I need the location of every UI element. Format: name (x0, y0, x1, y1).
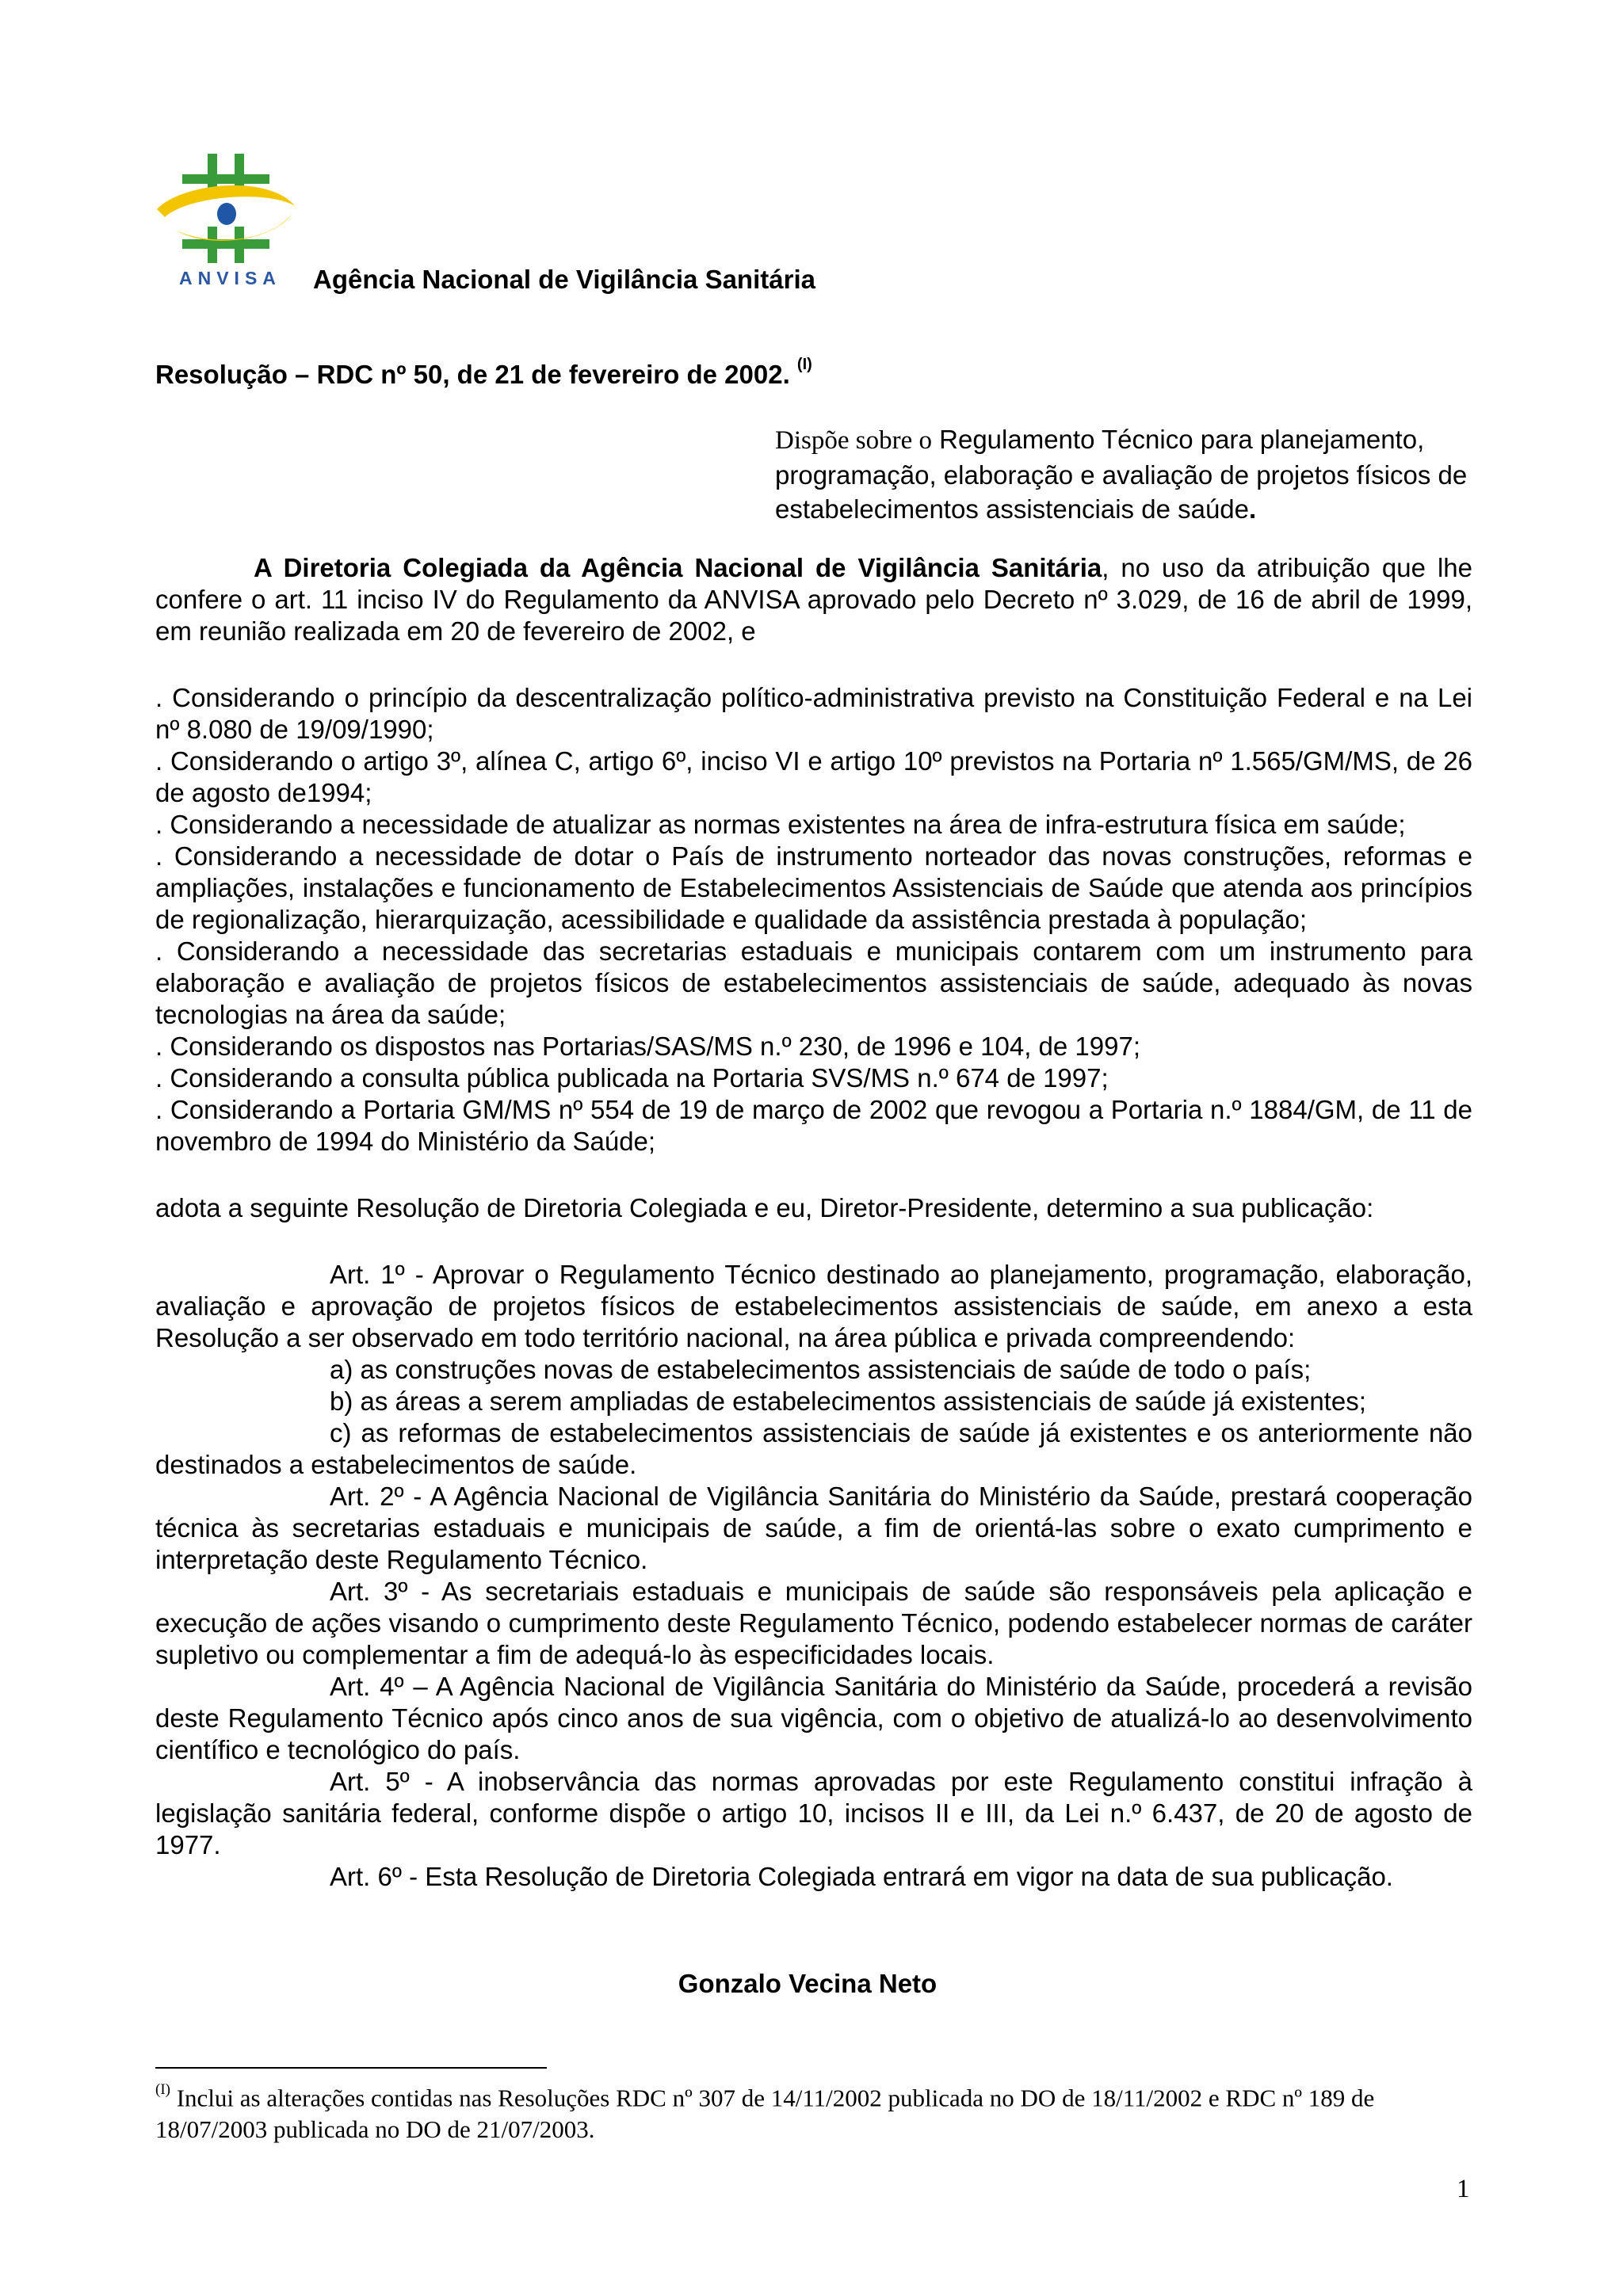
article-6: Art. 6º - Esta Resolução de Diretoria Colegiada entrará em vigor na data de sua publicação. (330, 1862, 1393, 1891)
considerando-2: . Considerando o artigo 3º, alínea C, artigo 6º, inciso VI e artigo 10º previstos na Portaria nº 1.565/GM/MS, de 26 de agosto de1994; (155, 746, 1472, 807)
footnote-separator (155, 2067, 547, 2069)
ementa-end: . (1249, 494, 1257, 524)
considerando-7: . Considerando a consulta pública publicada na Portaria SVS/MS n.º 674 de 1997; (155, 1063, 1109, 1093)
footnote (155, 2077, 1472, 2145)
agency-name: Agência Nacional de Vigilância Sanitária (313, 265, 815, 294)
document-body (155, 552, 1472, 1893)
article-3: Art. 3º - As secretariais estaduais e municipais de saúde são responsáveis pela aplicação e execução de ações visando o cumprimento deste Regulamento Técnico, podendo estabelecer normas de caráter supletivo ou complementar a fim de adequá-lo às especificidades locais. (155, 1577, 1472, 1669)
logo-text: ANVISA (179, 268, 281, 288)
article-1-item-a: a) as construções novas de estabelecimentos assistenciais de saúde de todo o país; (330, 1355, 1312, 1384)
footnote-mark: (I) (155, 2081, 170, 2098)
article-5: Art. 5º - A inobservância das normas aprovadas por este Regulamento constitui infração à legislação sanitária federal, conforme dispõe o artigo 10, incisos II e III, da Lei n.º 6.437, de 20 de agosto de 1977. (155, 1767, 1472, 1859)
resolution-title (155, 356, 812, 390)
signature-name: Gonzalo Vecina Neto (678, 1969, 938, 1998)
adopt-paragraph: adota a seguinte Resolução de Diretoria Colegiada e eu, Diretor-Presidente, determino a sua publicação: (155, 1193, 1374, 1222)
considerando-3: . Considerando a necessidade de atualizar as normas existentes na área de infra-estrutura física em saúde; (155, 810, 1406, 839)
considerando-8: . Considerando a Portaria GM/MS nº 554 de 19 de março de 2002 que revogou a Portaria n.º 1884/GM, de 11 de novembro de 1994 do Ministério da Saúde; (155, 1095, 1472, 1156)
ementa-text: Regulamento Técnico para planejamento, programação, elaboração e avaliação de projetos físicos de estabelecimentos assistenciais de saúde (775, 425, 1468, 524)
title-note-mark: (I) (796, 356, 812, 373)
considerando-1: . Considerando o princípio da descentralização político-administrativa previsto na Constituição Federal e na Lei nº 8.080 de 19/09/1990; (155, 683, 1472, 744)
considerando-5: . Considerando a necessidade das secretarias estaduais e municipais contarem com um instrumento para elaboração e avaliação de projetos físicos de estabelecimentos assistenciais de saúde, adequado às novas tecnologias na área da saúde; (155, 936, 1472, 1029)
preamble (155, 552, 1472, 647)
preamble-text: , no uso da atribuição que lhe confere o art. 11 inciso IV do Regulamento da ANVISA aprovado pelo Decreto nº 3.029, de 16 de abril de 1999, em reunião realizada em 20 de fevereiro de 2002, e (155, 553, 1472, 646)
ementa-lead: Dispõe sobre o (775, 426, 932, 455)
signature (0, 1969, 1623, 1999)
article-4: Art. 4º – A Agência Nacional de Vigilância Sanitária do Ministério da Saúde, procederá a revisão deste Regulamento Técnico após cinco anos de sua vigência, com o objetivo de atualizá-lo ao desenvolvimento científico e tecnológico do país. (155, 1672, 1472, 1764)
preamble-bold: A Diretoria Colegiada da Agência Nacional de Vigilância Sanitária (254, 553, 1102, 582)
resolution-title-text: Resolução – RDC nº 50, de 21 de fevereiro de 2002. (155, 360, 790, 389)
footnote-text: Inclui as alterações contidas nas Resoluções RDC nº 307 de 14/11/2002 publicada no DO de 18/11/2002 e RDC nº 189 de 18/07/2003 publicada no DO de 21/07/2003. (155, 2084, 1375, 2144)
considerando-6: . Considerando os dispostos nas Portarias/SAS/MS n.º 230, de 1996 e 104, de 1997; (155, 1032, 1141, 1061)
ementa (775, 422, 1472, 526)
considerando-4: . Considerando a necessidade de dotar o País de instrumento norteador das novas construções, reformas e ampliações, instalações e funcionamento de Estabelecimentos Assistenciais de Saúde que atenda aos princípios de regionalização, hierarquização, acessibilidade e qualidade da assistência prestada à população; (155, 841, 1472, 934)
article-1-item-b: b) as áreas a serem ampliadas de estabelecimentos assistenciais de saúde já existentes; (330, 1386, 1366, 1416)
page-number: 1 (1457, 2175, 1470, 2203)
article-1-item-c: c) as reformas de estabelecimentos assistenciais de saúde já existentes e os anteriormente não destinados a estabelecimentos de saúde. (155, 1418, 1472, 1479)
article-1: Art. 1º - Aprovar o Regulamento Técnico destinado ao planejamento, programação, elaboração, avaliação e aprovação de projetos físicos de estabelecimentos assistenciais de saúde, em anexo a esta Resolução a ser observado em todo território nacional, na área pública e privada compreendendo: (155, 1260, 1472, 1352)
article-2: Art. 2º - A Agência Nacional de Vigilância Sanitária do Ministério da Saúde, prestará cooperação técnica às secretarias estaduais e municipais de saúde, a fim de orientá-las sobre o exato cumprimento e interpretação deste Regulamento Técnico. (155, 1482, 1472, 1574)
